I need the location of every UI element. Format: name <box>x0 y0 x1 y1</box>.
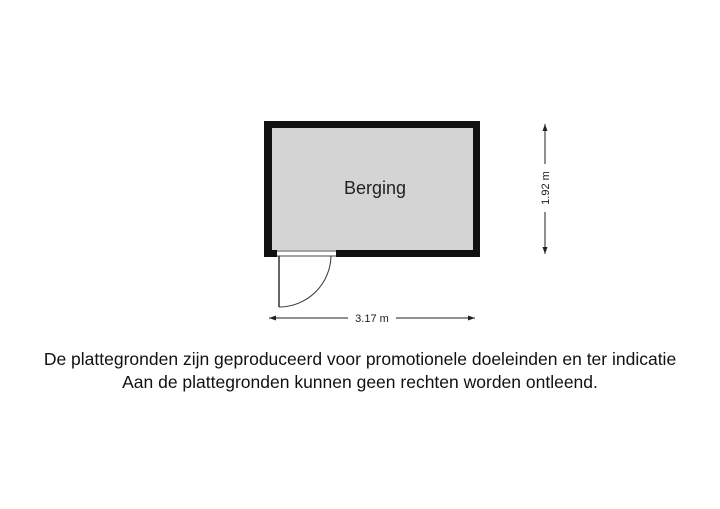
door-swing <box>279 256 331 307</box>
height-dimension-label: 1.92 m <box>540 171 552 205</box>
room-label: Berging <box>343 178 407 198</box>
width-dimension-label: 3.17 m <box>355 313 389 325</box>
height-dimension <box>540 124 552 254</box>
disclaimer-line-2: Aan de plattegronden kunnen geen rechten worden ontleend. <box>122 372 598 392</box>
width-dimension <box>269 313 475 325</box>
disclaimer-line-1: De plattegronden zijn geproduceerd voor promotionele doeleinden en ter indicatie <box>43 349 677 369</box>
